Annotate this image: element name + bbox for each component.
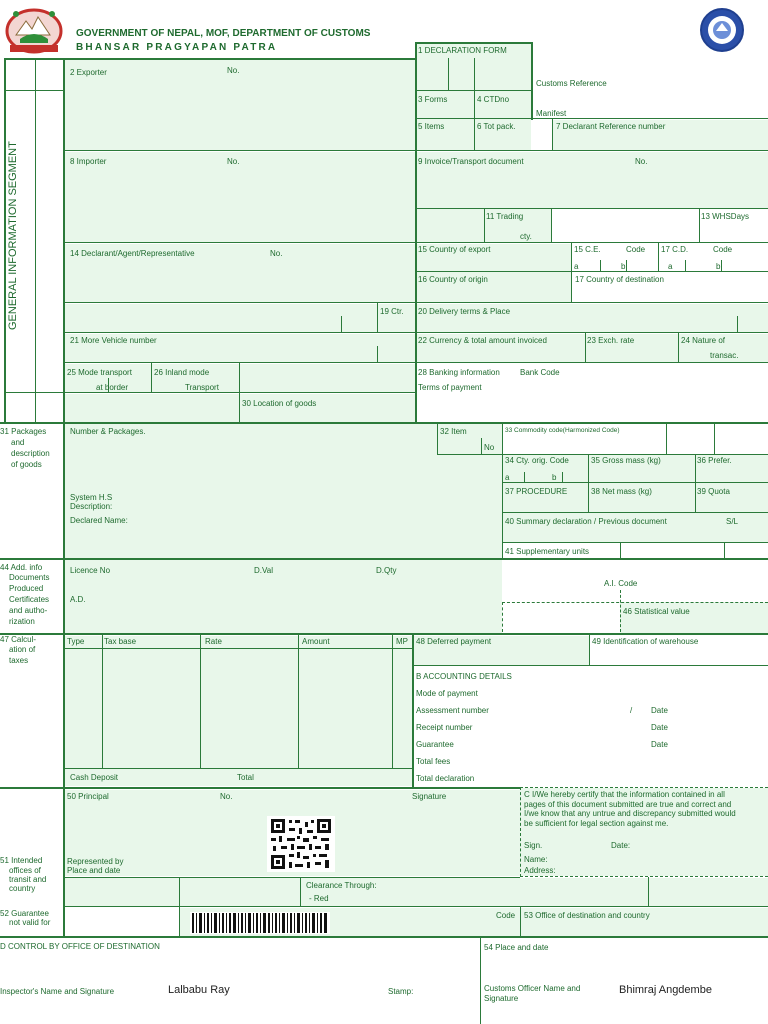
address-label: Address: [524, 866, 556, 875]
rule [524, 472, 525, 482]
add-info-line-2: Documents [9, 573, 50, 582]
summary-decl-label: 40 Summary declaration / Previous document [505, 517, 667, 526]
trading-cty-label: cty. [520, 232, 532, 241]
rule [502, 482, 768, 483]
exch-rate-label: 23 Exch. rate [587, 336, 635, 345]
mode-transport-label: 25 Mode transport [67, 368, 132, 377]
bg-importer [65, 152, 415, 242]
rule [648, 877, 649, 906]
rule [480, 937, 481, 1024]
receipt-label: Receipt number [416, 723, 473, 732]
cd-label: 17 C.D. [661, 245, 689, 254]
intended-line-2: offices of [9, 866, 41, 875]
orig-a-label: a [505, 473, 510, 482]
packages-line-2: and [11, 438, 25, 447]
rule [520, 876, 768, 877]
importer-label: 8 Importer [70, 157, 107, 166]
rule [481, 438, 482, 454]
rule [695, 454, 696, 512]
rule [589, 634, 590, 666]
rule [737, 316, 738, 332]
declarant-ref-label: 7 Declarant Reference number [556, 122, 666, 131]
description-label: Description: [70, 502, 113, 511]
bg-exporter [65, 60, 415, 150]
rule [551, 208, 552, 242]
invoice-no-label: No. [635, 157, 648, 166]
rule [35, 58, 36, 422]
side-label: GENERAL INFORMATION SEGMENT [7, 141, 19, 330]
assessment-date-label: Date [651, 706, 668, 715]
rule [341, 316, 342, 332]
customs-reference-label: Customs Reference [536, 79, 607, 88]
nepal-emblem-icon [4, 5, 64, 55]
rule [520, 787, 768, 788]
office-dest-label: 53 Office of destination and country [524, 911, 650, 920]
cd-a-label: a [668, 262, 673, 271]
name-label: Name: [524, 855, 548, 864]
importer-no-label: No. [227, 157, 240, 166]
invoice-label: 9 Invoice/Transport document [418, 157, 524, 166]
total-label: Total [237, 773, 254, 782]
exporter-no-label: No. [227, 66, 240, 75]
total-decl-label: Total declaration [416, 774, 475, 783]
principal-signature-label: Signature [412, 792, 447, 801]
tax-base-header: Tax base [104, 637, 137, 646]
certify-line-2: pages of this document submitted are true and correct and [524, 800, 732, 809]
orig-b-label: b [552, 473, 557, 482]
declared-name-label: Declared Name: [70, 516, 128, 525]
rule [0, 422, 768, 424]
rule [699, 208, 700, 242]
type-header: Type [67, 637, 85, 646]
rule [666, 424, 667, 454]
guarantee-line-2: not valid for [9, 918, 51, 927]
guarantee-label: Guarantee [416, 740, 454, 749]
country-destination-label: 17 Country of destination [575, 275, 664, 284]
at-border-label: at border [96, 383, 129, 392]
rule [0, 787, 520, 789]
rule [437, 424, 438, 454]
rule [64, 768, 412, 769]
rule [416, 271, 768, 272]
rule [412, 634, 414, 788]
form-subtitle: BHANSAR PRAGYAPAN PATRA [76, 42, 278, 53]
location-goods-label: 30 Location of goods [242, 399, 317, 408]
bg-location [65, 394, 415, 422]
item-label: 32 Item [440, 427, 467, 436]
rule [552, 118, 553, 150]
ad-label: A.D. [70, 595, 86, 604]
ce-b-label: b [621, 262, 626, 271]
rule [484, 208, 485, 242]
declarant-no-label: No. [270, 249, 283, 258]
trading-label: 11 Trading [486, 212, 524, 221]
cash-deposit-label: Cash Deposit [70, 773, 119, 782]
rule [600, 260, 601, 271]
add-info-line-4: Certificates [9, 595, 50, 604]
rule [63, 422, 65, 936]
rule [620, 590, 621, 632]
rule [298, 634, 299, 768]
declaration-form-label: 1 DECLARATION FORM [418, 46, 507, 55]
add-info-line-3: Produced [9, 584, 44, 593]
rule [562, 472, 563, 482]
qr-code-icon [267, 816, 335, 872]
form-title: GOVERNMENT OF NEPAL, MOF, DEPARTMENT OF CUSTOMS [76, 28, 371, 39]
guarantee-date-label: Date [651, 740, 668, 749]
rule [416, 208, 768, 209]
rule [64, 392, 416, 393]
rule [4, 58, 416, 60]
rule [377, 346, 378, 362]
rule [0, 936, 768, 938]
mp-header: MP [396, 637, 408, 646]
officer-line-2: Signature [484, 994, 519, 1003]
inspector-label: Inspector's Name and Signature [0, 987, 115, 996]
banking-label: 28 Banking information [418, 368, 500, 377]
dval-label: D.Val [254, 566, 273, 575]
bank-code-label: Bank Code [520, 368, 560, 377]
tot-pack-label: 6 Tot pack. [477, 122, 516, 131]
bg-ctr [65, 304, 415, 332]
net-mass-label: 38 Net mass (kg) [591, 487, 652, 496]
cd-code-label: Code [713, 245, 733, 254]
principal-label: 50 Principal [67, 792, 109, 801]
ctdno-label: 4 CTDno [477, 95, 510, 104]
add-info-line-5: and autho- [9, 606, 48, 615]
packages-line-4: of goods [11, 460, 42, 469]
rule [64, 242, 768, 243]
barcode-icon [190, 912, 330, 934]
rule [239, 362, 240, 422]
nature-label: 24 Nature of [681, 336, 726, 345]
intended-line-4: country [9, 884, 36, 893]
rule [4, 58, 6, 422]
rule [102, 634, 103, 768]
rule [437, 454, 768, 455]
amount-header: Amount [302, 637, 330, 646]
rule [714, 424, 715, 454]
rule [588, 454, 589, 512]
place-date-label: Place and date [67, 866, 121, 875]
rule [658, 242, 659, 272]
control-place-date-label: 54 Place and date [484, 943, 549, 952]
certify-line-3: I/we know that any untrue and discrepancy submitted would [524, 809, 736, 818]
inland-transport-label: Transport [185, 383, 219, 392]
code-label: Code [496, 911, 516, 920]
rule [502, 602, 768, 603]
rule [415, 42, 417, 422]
rule [64, 362, 768, 363]
declarant-agent-label: 14 Declarant/Agent/Representative [70, 249, 195, 258]
manifest-label: Manifest [536, 109, 567, 118]
officer-name: Bhimraj Angdembe [619, 984, 712, 996]
cty-orig-label: 34 Cty. orig. Code [505, 456, 569, 465]
cd-b-label: b [716, 262, 721, 271]
control-title: D CONTROL BY OFFICE OF DESTINATION [0, 942, 160, 951]
rule [179, 877, 180, 936]
rule [520, 906, 521, 936]
calc-line-3: taxes [9, 656, 29, 665]
rule [63, 58, 65, 422]
mode-payment-label: Mode of payment [416, 689, 478, 698]
guarantee-line-1: 52 Guarantee [0, 909, 49, 918]
clearance-label: Clearance Through: [306, 881, 377, 890]
statistical-value-label: 46 Statistical value [623, 607, 690, 616]
rule [626, 260, 627, 271]
rule [502, 542, 768, 543]
sign-label: Sign. [524, 841, 543, 850]
items-label: 5 Items [418, 122, 445, 131]
supp-units-label: 41 Supplementary units [505, 547, 590, 556]
rule [0, 558, 768, 560]
transac-label: transac. [710, 351, 739, 360]
add-info-line-6: rization [9, 617, 35, 626]
bg-transit [65, 878, 768, 906]
calc-line-1: 47 Calcul- [0, 635, 37, 644]
officer-line-1: Customs Officer Name and [484, 984, 581, 993]
rule [585, 332, 586, 362]
rule [502, 424, 503, 558]
country-export-label: 15 Country of export [418, 245, 491, 254]
rate-header: Rate [205, 637, 222, 646]
total-fees-label: Total fees [416, 757, 451, 766]
exporter-label: 2 Exporter [70, 68, 107, 77]
ce-label: 15 C.E. [574, 245, 601, 254]
warehouse-label: 49 Identification of warehouse [592, 637, 699, 646]
sl-label: S/L [726, 517, 739, 526]
whsdays-label: 13 WHSDays [701, 212, 750, 221]
deferred-label: 48 Deferred payment [416, 637, 492, 646]
rule [392, 634, 393, 768]
rule [151, 362, 152, 392]
rule [678, 332, 679, 362]
accounting-label: B ACCOUNTING DETAILS [416, 672, 512, 681]
add-info-line-1: 44 Add. info [0, 563, 43, 572]
certify-line-1: C I/We hereby certify that the information contained in all [524, 790, 725, 799]
customs-seal-icon [699, 7, 745, 53]
bg-tax-table [65, 636, 412, 786]
currency-label: 22 Currency & total amount invoiced [418, 336, 547, 345]
rule [724, 542, 725, 558]
dqty-label: D.Qty [376, 566, 397, 575]
inland-mode-label: 26 Inland mode [154, 368, 210, 377]
receipt-date-label: Date [651, 723, 668, 732]
rule [721, 260, 722, 271]
forms-label: 3 Forms [418, 95, 448, 104]
rule [448, 58, 449, 90]
rule [685, 260, 686, 271]
inspector-name: Lalbabu Ray [168, 984, 230, 996]
rule [377, 302, 378, 332]
bg-licence [65, 560, 502, 634]
principal-no-label: No. [220, 792, 233, 801]
licence-no-label: Licence No [70, 566, 111, 575]
rule [64, 906, 768, 907]
represented-label: Represented by [67, 857, 124, 866]
ce-code-label: Code [626, 245, 646, 254]
intended-line-1: 51 Intended [0, 856, 43, 865]
rule [200, 634, 201, 768]
rule [416, 118, 768, 119]
packages-line-3: description [11, 449, 50, 458]
rule [64, 302, 768, 303]
commodity-code-label: 33 Commodity code(Harmonized Code) [505, 427, 620, 434]
rule [502, 602, 503, 632]
procedure-label: 37 PROCEDURE [505, 487, 568, 496]
certify-line-4: be sufficient for legal section against me. [524, 819, 669, 828]
rule [502, 512, 768, 513]
rule [474, 58, 475, 150]
rule [64, 648, 412, 649]
rule [571, 242, 572, 302]
assessment-label: Assessment number [416, 706, 489, 715]
prefer-label: 36 Prefer. [697, 456, 732, 465]
rule [531, 42, 533, 120]
rule [300, 877, 301, 906]
system-hs-label: System H.S [70, 493, 113, 502]
item-no-label: No [484, 443, 495, 452]
ai-code-label: A.I. Code [604, 579, 638, 588]
calc-line-2: ation of [9, 645, 36, 654]
rule [520, 787, 521, 877]
delivery-terms-label: 20 Delivery terms & Place [418, 307, 511, 316]
rule [64, 877, 520, 878]
rule [620, 542, 621, 558]
intended-line-3: transit and [9, 875, 47, 884]
stamp-label: Stamp: [388, 987, 414, 996]
rule [4, 392, 64, 393]
packages-line-1: 31 Packages [0, 427, 47, 436]
rule [416, 42, 533, 44]
clearance-red-label: - Red [309, 894, 329, 903]
ce-a-label: a [574, 262, 579, 271]
rule [413, 665, 768, 666]
more-vehicle-label: 21 More Vehicle number [70, 336, 157, 345]
assessment-slash: / [630, 706, 633, 715]
country-origin-label: 16 Country of origin [418, 275, 488, 284]
rule [64, 150, 768, 151]
number-packages-label: Number & Packages. [70, 427, 146, 436]
quota-label: 39 Quota [697, 487, 730, 496]
rule [4, 90, 64, 91]
sign-date-label: Date: [611, 841, 631, 850]
ctr-label: 19 Ctr. [380, 307, 404, 316]
rule [0, 633, 768, 635]
rule [64, 332, 768, 333]
gross-mass-label: 35 Gross mass (kg) [591, 456, 661, 465]
terms-payment-label: Terms of payment [418, 383, 482, 392]
